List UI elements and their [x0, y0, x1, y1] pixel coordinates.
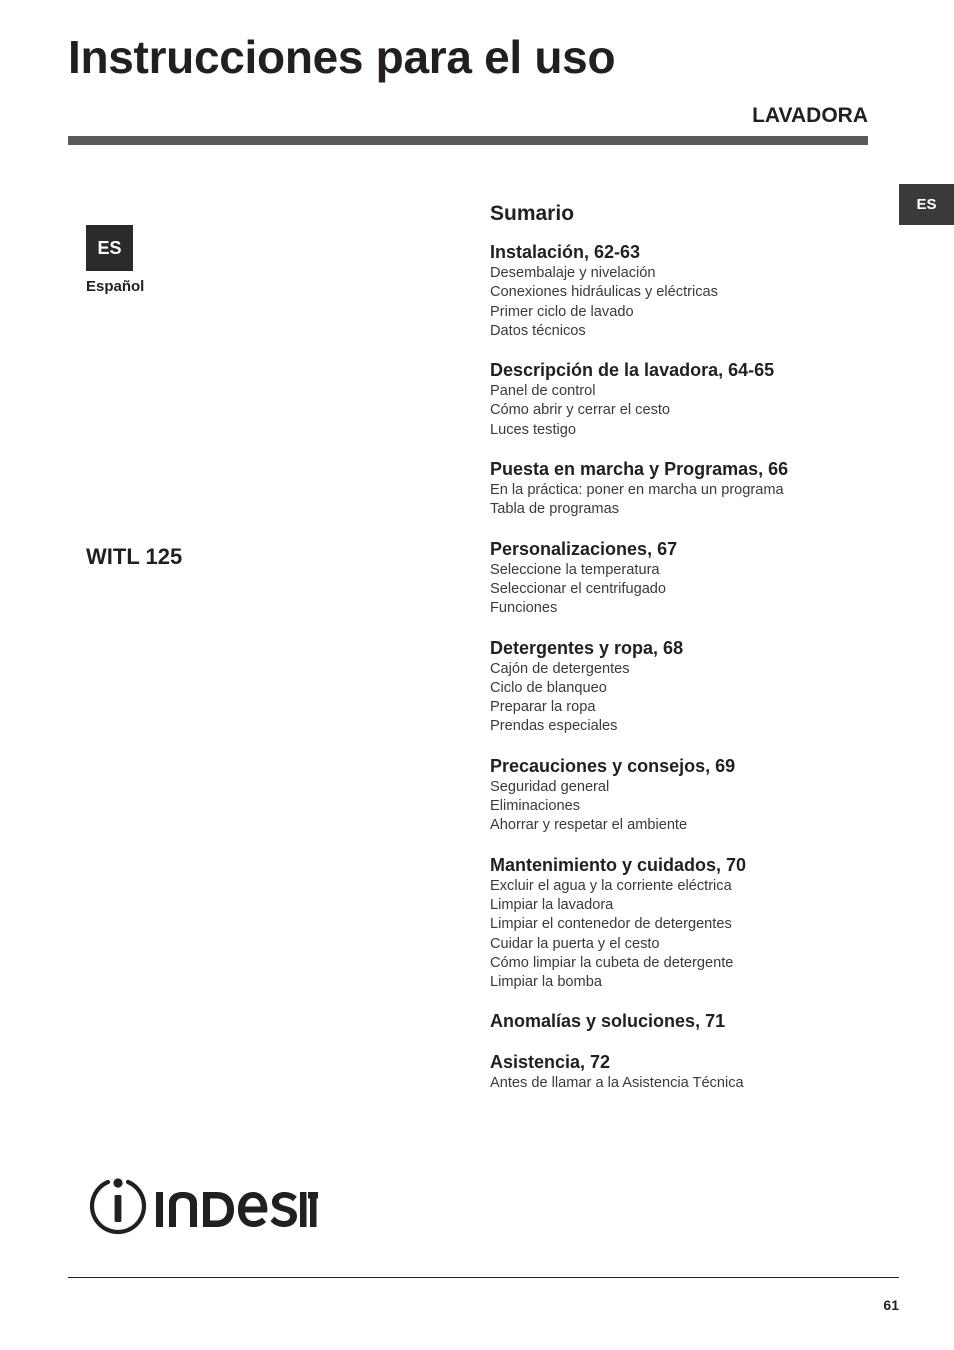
- toc-item: Conexiones hidráulicas y eléctricas: [490, 284, 718, 301]
- toc-item-list: [490, 561, 890, 619]
- language-name: Español: [86, 278, 145, 295]
- toc-item-list: [490, 660, 890, 737]
- language-side-tab: ES: [899, 184, 954, 225]
- toc-section-title: Precauciones y consejos, 69: [490, 755, 736, 776]
- toc-item: Datos técnicos: [490, 322, 586, 339]
- toc-heading: Sumario: [490, 202, 575, 225]
- product-label: LAVADORA: [752, 104, 868, 127]
- language-badge: ES: [86, 225, 133, 271]
- toc-item: Ciclo de blanqueo: [490, 679, 607, 696]
- toc-section: [490, 358, 890, 440]
- toc-section-title: Personalizaciones, 67: [490, 538, 678, 559]
- toc-item-list: [490, 264, 890, 341]
- toc-item: Preparar la ropa: [490, 699, 596, 716]
- toc-item: Cajón de detergentes: [490, 660, 630, 677]
- toc-section: [490, 853, 890, 993]
- toc-item: Funciones: [490, 600, 558, 617]
- toc-section-title: Detergentes y ropa, 68: [490, 637, 684, 658]
- toc-section-title: Puesta en marcha y Programas, 66: [490, 459, 789, 480]
- toc-section: [490, 457, 890, 520]
- toc-item-list: [490, 382, 890, 440]
- toc-section: [490, 1009, 890, 1033]
- toc-item: Panel de control: [490, 383, 596, 400]
- toc-section: [490, 754, 890, 836]
- toc-item: Primer ciclo de lavado: [490, 303, 634, 320]
- toc-section: [490, 240, 890, 341]
- toc-item: Excluir el agua y la corriente eléctrica: [490, 877, 732, 894]
- toc-item: Cuidar la puerta y el cesto: [490, 935, 660, 952]
- toc-item: Seguridad general: [490, 778, 610, 795]
- toc-section-title: Anomalías y soluciones, 71: [490, 1011, 726, 1032]
- toc-item: Luces testigo: [490, 421, 576, 438]
- page-title: Instrucciones para el uso: [68, 31, 616, 83]
- toc-sections: [490, 240, 890, 1094]
- toc-item: Antes de llamar a la Asistencia Técnica: [490, 1075, 744, 1092]
- toc-item: Limpiar el contenedor de detergentes: [490, 916, 732, 933]
- toc-item: Seleccionar el centrifugado: [490, 580, 667, 597]
- toc-section-title: Asistencia, 72: [490, 1052, 611, 1073]
- toc-item: En la práctica: poner en marcha un programa: [490, 482, 784, 499]
- toc-item: Eliminaciones: [490, 798, 581, 815]
- toc-section: [490, 1050, 890, 1093]
- toc-item-list: [490, 1074, 890, 1093]
- toc-section-title: Mantenimiento y cuidados, 70: [490, 854, 747, 875]
- toc-section: [490, 537, 890, 619]
- toc-item: Desembalaje y nivelación: [490, 265, 656, 281]
- toc-item: Limpiar la bomba: [490, 974, 602, 991]
- toc-item: Seleccione la temperatura: [490, 561, 660, 578]
- model-number: WITL 125: [86, 544, 183, 569]
- toc-item: Ahorrar y respetar el ambiente: [490, 817, 688, 834]
- page-number: 61: [883, 1297, 899, 1313]
- toc-item: Cómo limpiar la cubeta de detergente: [490, 954, 734, 971]
- indesit-logo-icon: [86, 1175, 318, 1237]
- header-rule: [68, 136, 868, 145]
- toc-item-list: [490, 877, 890, 993]
- toc-item-list: [490, 481, 890, 520]
- toc-item: Cómo abrir y cerrar el cesto: [490, 402, 671, 419]
- toc-item: Limpiar la lavadora: [490, 896, 614, 913]
- toc-section: [490, 636, 890, 737]
- footer-rule: [68, 1277, 899, 1278]
- toc-section-title: Instalación, 62-63: [490, 242, 641, 262]
- toc-section-title: Descripción de la lavadora, 64-65: [490, 360, 775, 381]
- toc-item: Prendas especiales: [490, 718, 618, 735]
- toc-item-list: [490, 778, 890, 836]
- toc-item: Tabla de programas: [490, 501, 619, 518]
- table-of-contents: [490, 201, 890, 1111]
